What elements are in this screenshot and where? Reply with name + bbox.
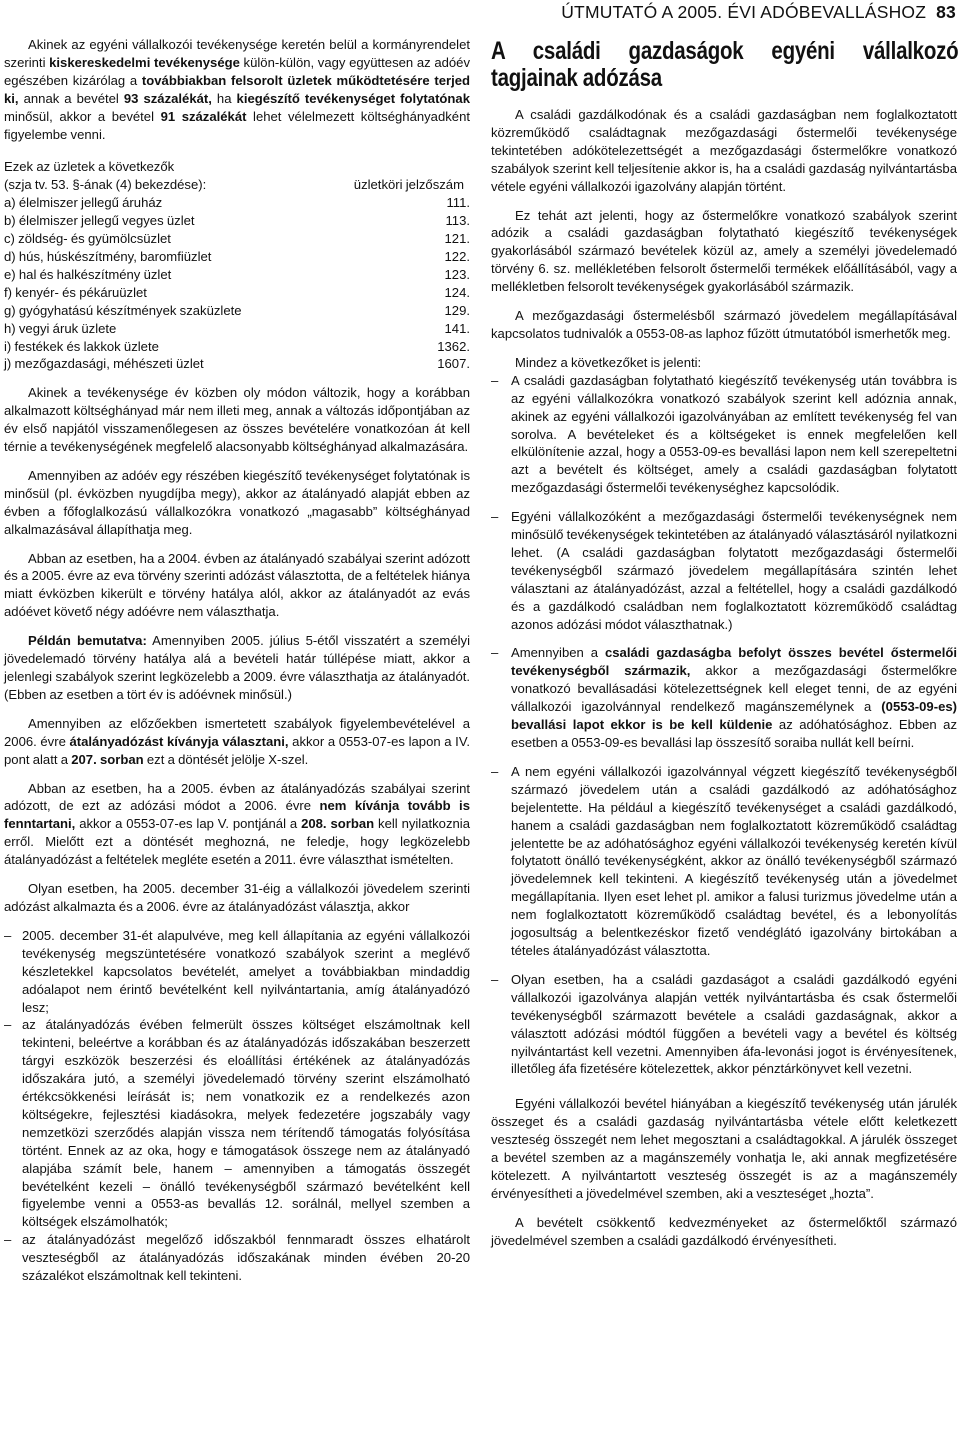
dash-item-text (511, 972, 957, 1077)
shop-code: 1362. (437, 338, 470, 354)
shop-list-row (4, 266, 470, 284)
paragraph-contribution: Egyéni vállalkozói bevétel hiányában a kiegészítő tevékenység után járulék összeget és a családi gazdaság nyilvántartásba vétele előtt keletkezett veszteség összegét nem lehet megosztani a családtagokkal. A járulék összeget a bevétel szemben az a magánszemély vonhatja le, aki annak megfizetésére kötelezett. A nyilvántartott veszteség összegét is az a magánszemély érvényesítheti a jövedelmével szemben, aki a veszteséget „hozta”. (491, 1096, 957, 1201)
text-run: A nem egyéni vállalkozói igazolvánnyal végzett kiegészítő tevékenységből származó jövedelem után a családi gazdálkodó az adóhatósághoz bejelentette. Ha például a kiegészítő tevékenységet a családi gazdálkodó, hanem a családi gazdaságban nem foglalkoztatott közreműködő családtag jelentette be az adóhatósághoz egyéni vállalkozói tevékenység keretén kívül folytatott önálló tevékenységként, akkor az önálló tevékenységből származó jövedelemnek kell tekinteni. A kiegészítő tevékenység után a jövedelmet megállapítania. Ilyen eset lehet pl. amikor a falusi turizmus jövedelme után a nem foglalkoztatott közreműködő családtag bevétel, és a lebonyolítás jogosultság a belentkezéskor fizető vendéglátó igazolvány birtokában a tételes átalányadózást választotta. (511, 763, 957, 958)
shop-code: 123. (444, 266, 470, 282)
paragraph-means: Mindez a következőket is jelenti: (515, 354, 702, 370)
shop-label: b) élelmiszer jellegű vegyes üzlet (4, 213, 195, 229)
bold-run: átalányadózást kíványja választani, (69, 733, 289, 749)
paragraph-2005 (4, 780, 470, 870)
shop-code: 111. (446, 195, 470, 211)
text-run: akkor a 0553-07-es lap V. pontjánál a (75, 816, 302, 832)
shop-list (4, 194, 470, 373)
text-run: minősül, akkor a bevétel (4, 108, 161, 124)
section-title: A családi gazdaságok egyéni vállalkozó tagjainak adózása (491, 37, 959, 92)
text-run: lehet vélelmezett költséghányadként figyelembe venni. (4, 108, 470, 142)
dash-item (491, 508, 957, 633)
paragraph-2006 (4, 715, 470, 769)
shop-code: 1607. (437, 356, 470, 372)
shop-list-row (4, 320, 470, 338)
text-run: Amennyiben 2005. július 5-étől visszatért a személyi jövedelemadó törvény hatálya alá a bevételi határ túllépése miatt, akkor a jelenlegi szabályok szerint legközelebb a 2009. évre választhatja az átalányadót. (Ebben az esetben a tört év is adóévnek minősül.) (4, 633, 470, 702)
running-title: ÚTMUTATÓ A 2005. ÉVI ADÓBEVALLÁSHOZ (561, 2, 927, 22)
dash-item (491, 644, 957, 751)
paragraph-family-farm: A családi gazdálkodónak és a családi gazdaságban nem foglalkoztatott közreműködő családtagnak mezőgazdasági őstermelői tevékenysége tekintetében adókötelezettségét a mezőgazdasági őstermelőkre vonatkozó szabályok szerint kell teljesítenie akkor is, ha a családi gazdaság nyilvántartásba vétele egyéni vállalkozói igazolvány alapján történt. (491, 107, 957, 194)
shop-code: 141. (444, 320, 470, 336)
text-run: akkor a mezőgazdasági őstermelőkre vonatkozó bevallásadási kötelezettségnek kell eleget tenni, de az egyéni vállalkozói igazolvánnyal rendelkező magánszemélynek a (511, 663, 957, 715)
text-run: Egyéni vállalkozóként a mezőgazdasági őstermelői tevékenységnek nem minősülő tevékenységek tekintetében az átalányadó választásáról nyilatkozni lehet. (A családi gazdaságban folytatott mezőgazdasági őstermelői tevékenységből származó jövedelem megállapítására szintén lehet választani az átalányadózást, azzal a feltétellel, hogy a családi gazdálkodó és a gazdálkodó családban nem foglalkoztatott közreműködő családtag azonos adózási módot választhatnak.) (511, 509, 957, 632)
text-run: kell nyilatkoznia erről. Mielőtt ezt a döntését meghozná, ne feledje, hogy legközelebb átalányadózást a feltételek megléte esetén a 2011. évre választhat ismételten. (4, 816, 470, 868)
dash-item (4, 1016, 470, 1231)
bold-run: 207. sorban (71, 751, 144, 767)
text-run: Akinek az egyéni vállalkozói tevékenysége keretén belül a kormányrendelet szerinti (4, 37, 470, 70)
shop-code: 121. (444, 231, 470, 247)
shop-label: c) zöldség- és gyümölcsüzlet (4, 231, 171, 247)
dash-marker: – (491, 372, 499, 388)
shop-list-row (4, 194, 470, 212)
text-run: ha (211, 90, 237, 106)
left-column (4, 36, 470, 1285)
dash-item-text: 2005. december 31-ét alapulvéve, meg kell állapítania az egyéni vállalkozói tevékenység megszüntetésére vonatkozó szabályok szerint a meglévő készletekkel kapcsolatos bevételét, amelyet a továbbiakban mindaddig adóalapot nem érintő bevételként kell nyilvántartania, amíg átalányadózó lesz; (22, 927, 470, 1015)
paragraph-december: Olyan esetben, ha 2005. december 31-éig a vállalkozói jövedelem szerinti adózást alkalmazta és a 2006. évre az átalányadózást választja, akkor (4, 881, 470, 914)
dash-item (491, 372, 957, 497)
running-header (480, 2, 956, 23)
text-run: akkor a 0553-07-es lapon a IV. pont alatt a (4, 733, 470, 767)
right-column (491, 36, 957, 1250)
bold-run: továbbiakban felsorolt üzletek működtetésére terjed ki, (4, 72, 471, 106)
shop-list-row (4, 212, 470, 230)
shop-code: 122. (444, 248, 470, 264)
shop-list-row (4, 338, 470, 356)
shop-list-row (4, 284, 470, 302)
dash-marker: – (4, 1017, 12, 1033)
dash-marker: – (4, 927, 12, 943)
bold-run: nem kívánja tovább is fenntartani, (4, 798, 470, 832)
shop-list-row (4, 355, 470, 373)
shop-label: i) festékek és lakkok üzlete (4, 338, 159, 354)
dash-item-text (511, 645, 957, 750)
page-number: 83 (936, 2, 956, 22)
shop-label: j) mezőgazdasági, méhészeti üzlet (4, 356, 204, 372)
paragraph-example (4, 632, 470, 704)
paragraph-allowances: A bevételt csökkentő kedvezményeket az őstermelőktől származó jövedelmével szemben a családi gazdálkodó érvényesítheti. (491, 1214, 957, 1248)
paragraph-change: Akinek a tevékenysége év közben oly módon változik, hogy a korábban alkalmazott költséghányad már nem illeti meg, annak a változás időpontjában az év első napjától visszamenőlegesen az összes bevételére vonatkozóan át kell térnie a tevékenységének megfelelő alacsonyabb költséghányad alkalmazására. (4, 385, 470, 455)
dash-item (4, 927, 470, 1017)
text-run: Abban az esetben, ha a 2005. évben az átalányadózás szabályai szerint adózott, de ezt az adózási módot a 2006. évre (4, 780, 470, 814)
shop-label: f) kenyér- és pékáruüzlet (4, 284, 147, 300)
dash-item-text (511, 509, 957, 631)
bold-run: kiegészítő tevékenységet folytatónak (236, 90, 470, 106)
text-run: Olyan esetben, ha a családi gazdaságot a családi gazdálkodó egyéni vállalkozói igazolványa alapján vették nyilvántartásba és csak őstermelői tevékenységből származott bevétele a családi gazdaságnak, akkor a választott adózási módtól függően a bevételi vagy a bevétel és költség nyilvántartást kell vezetni. Amennyiben áfa-levonási jogot is érvényesítenek, illetőleg áfa fizetésére kötelezettek, akkor pénztárkönyvet kell vezetni. (511, 971, 957, 1077)
shop-label: a) élelmiszer jellegű áruház (4, 195, 163, 211)
shop-label: d) hús, húskészítmény, baromfiüzlet (4, 248, 212, 264)
shop-label: g) gyógyhatású készítmények szaküzlete (4, 302, 242, 318)
bold-run: 93 százalékát, (123, 90, 212, 106)
shop-label: h) vegyi áruk üzlete (4, 320, 117, 336)
text-run: Amennyiben a (511, 645, 605, 661)
dash-item (491, 971, 957, 1078)
shop-list-header-row (4, 176, 470, 194)
text-run: az adóhatósághoz. Ebben az esetben a 0553-09-es bevallási lap összesítő soraiba nullát kell beírni. (511, 717, 957, 750)
dash-list-left (4, 927, 470, 1285)
text-run: annak a bevétel (18, 90, 124, 106)
bold-run: kiskereskedelmi tevékenysége (49, 54, 240, 70)
dash-marker: – (4, 1232, 12, 1248)
dash-item-text (511, 764, 957, 958)
bold-run: Példán bemutatva: (28, 633, 147, 649)
paragraph-pension: Amennyiben az adóév egy részében kiegészítő tevékenységet folytatónak is minősül (pl. évközben nyugdíjba megy), akkor az átalányadó alapját ebben az évben a főfoglalkozású vállalkozókra vonatkozó „magasabb” költséghányad alkalmazásával állapíthatja meg. (4, 467, 470, 537)
bold-run: 208. sorban (301, 816, 375, 832)
bold-run: (0553-09-es) bevallási lapot ekkor is be kell küldenie (511, 699, 957, 733)
dash-marker: – (491, 509, 499, 525)
dash-item-text: az átalányadózás évében felmerült összes költséget elszámoltnak kell tekinteni, beleértve a korábban és az átalányadózás időszakában beszerzett tárgyi eszközök beszerzési és eloállítási értékének az átalányadózás időszakára jutó, a személyi jövedelemadó törvény szerint elszámolható értékcsökkenési leírását is; nem vonatkozik ez a rendelkezés azon költségekre, fejlesztési kiadásokra, melyek fedezetére jogszabály vagy nemzetközi szerződés alapján vissza nem térítendő támogatás folyósítása történt. Ennek az az oka, hogy e támogatások összege nem az átalányadó alapjába számít bele, hanem – amennyiben a támogatás összegét bevételként kezeli – önálló tevékenységből származó bevételként kell figyelembe venni a 0553-as bevallás 12. sorálnál, mellyel szemben a költségek elszámolhatók; (22, 1017, 470, 1230)
text-run: A családi gazdaságban folytatható kiegészítő tevékenység után továbbra is az egyéni vállalkozókra vonatkozó szabályok szerint kell adóznia annak, akinek az egyéni vállalkozói igazolványában az említett tevékenység fel van sorolva. A bevételeket és a költségeket is ennek megfelelően kell elkülönítenie azzal, hogy a 0553-09-es bevallási lapon nem kell szerepeltetni azt a bevételt és költséget, amely a családi gazdaságban folytatott mezőgazdasági őstermelői tevékenységhez kapcsolódik. (511, 372, 957, 496)
shop-list-row (4, 302, 470, 320)
shop-code: 124. (444, 284, 470, 300)
dash-item-text (511, 373, 957, 495)
shop-list-intro (4, 158, 470, 194)
text-run: külön-külön, vagy együttesen az adóév egészében kizárólag a (4, 54, 470, 88)
text-run: ezt a döntését jelölje X-szel. (143, 751, 309, 767)
shop-list-row (4, 248, 470, 266)
shop-label: e) hal és halkészítmény üzlet (4, 266, 172, 282)
dash-marker: – (491, 763, 499, 779)
dash-item-text: az átalányadózást megelőző időszakból fennmaradt összes elhatárolt veszteségből az átalányadózás időszakának minden évében 20-20 százalékot elszámoltnak kell tekinteni. (22, 1232, 470, 1284)
paragraph-guide-ref: A mezőgazdasági őstermelésből származó jövedelem megállapításával kapcsolatos tudnivalók a 0553-08-as laphoz fűzött útmutatóból ismerhetők meg. (491, 308, 957, 341)
shop-code: 113. (445, 213, 470, 229)
text-run: Amennyiben az előzőekben ismertetett szabályok figyelembevételével a 2006. évre (4, 715, 470, 749)
paragraph-meaning: Ez tehát azt jelenti, hogy az őstermelőkre vonatkozó szabályok szerint adózik a családi gazdaságban folytatható kiegészítő tevékenységek gyakorlásából származó bevételek közül az, amely a személyi jövedelemadó törvény 6. sz. mellékletében felsorolt őstermelői termékek előállításából, vagy a mellékletben felsorolt tevékenységek gyakorlásából származik. (491, 207, 957, 295)
paragraph-2004: Abban az esetben, ha a 2004. évben az átalányadó szabályai szerint adózott és a 2005. évre az eva törvény szerinti adózást választotta, de a feltételek hiánya miatt évközben kikerült e törvény hatálya alól, akkor az átalányadót az evás adóévet követő négy adóévre nem választhatja. (4, 550, 470, 620)
dash-marker: – (491, 971, 499, 987)
dash-list-right (491, 372, 957, 1079)
shop-list-row (4, 230, 470, 248)
shop-list-intro-line1: Ezek az üzletek a következők (4, 159, 175, 175)
dash-item (4, 1231, 470, 1285)
bold-run: 91 százalékát (160, 108, 247, 124)
dash-item (491, 763, 957, 960)
shop-list-code-header: üzletköri jelzőszám (353, 177, 464, 193)
shop-code: 129. (444, 302, 470, 318)
intro-paragraph (4, 36, 470, 143)
bold-run: családi gazdaságba befolyt összes bevétel őstermelői tevékenységből származik, (511, 645, 957, 679)
dash-marker: – (491, 645, 499, 661)
shop-list-intro-line2: (szja tv. 53. §-ának (4) bekezdése): (4, 177, 207, 193)
